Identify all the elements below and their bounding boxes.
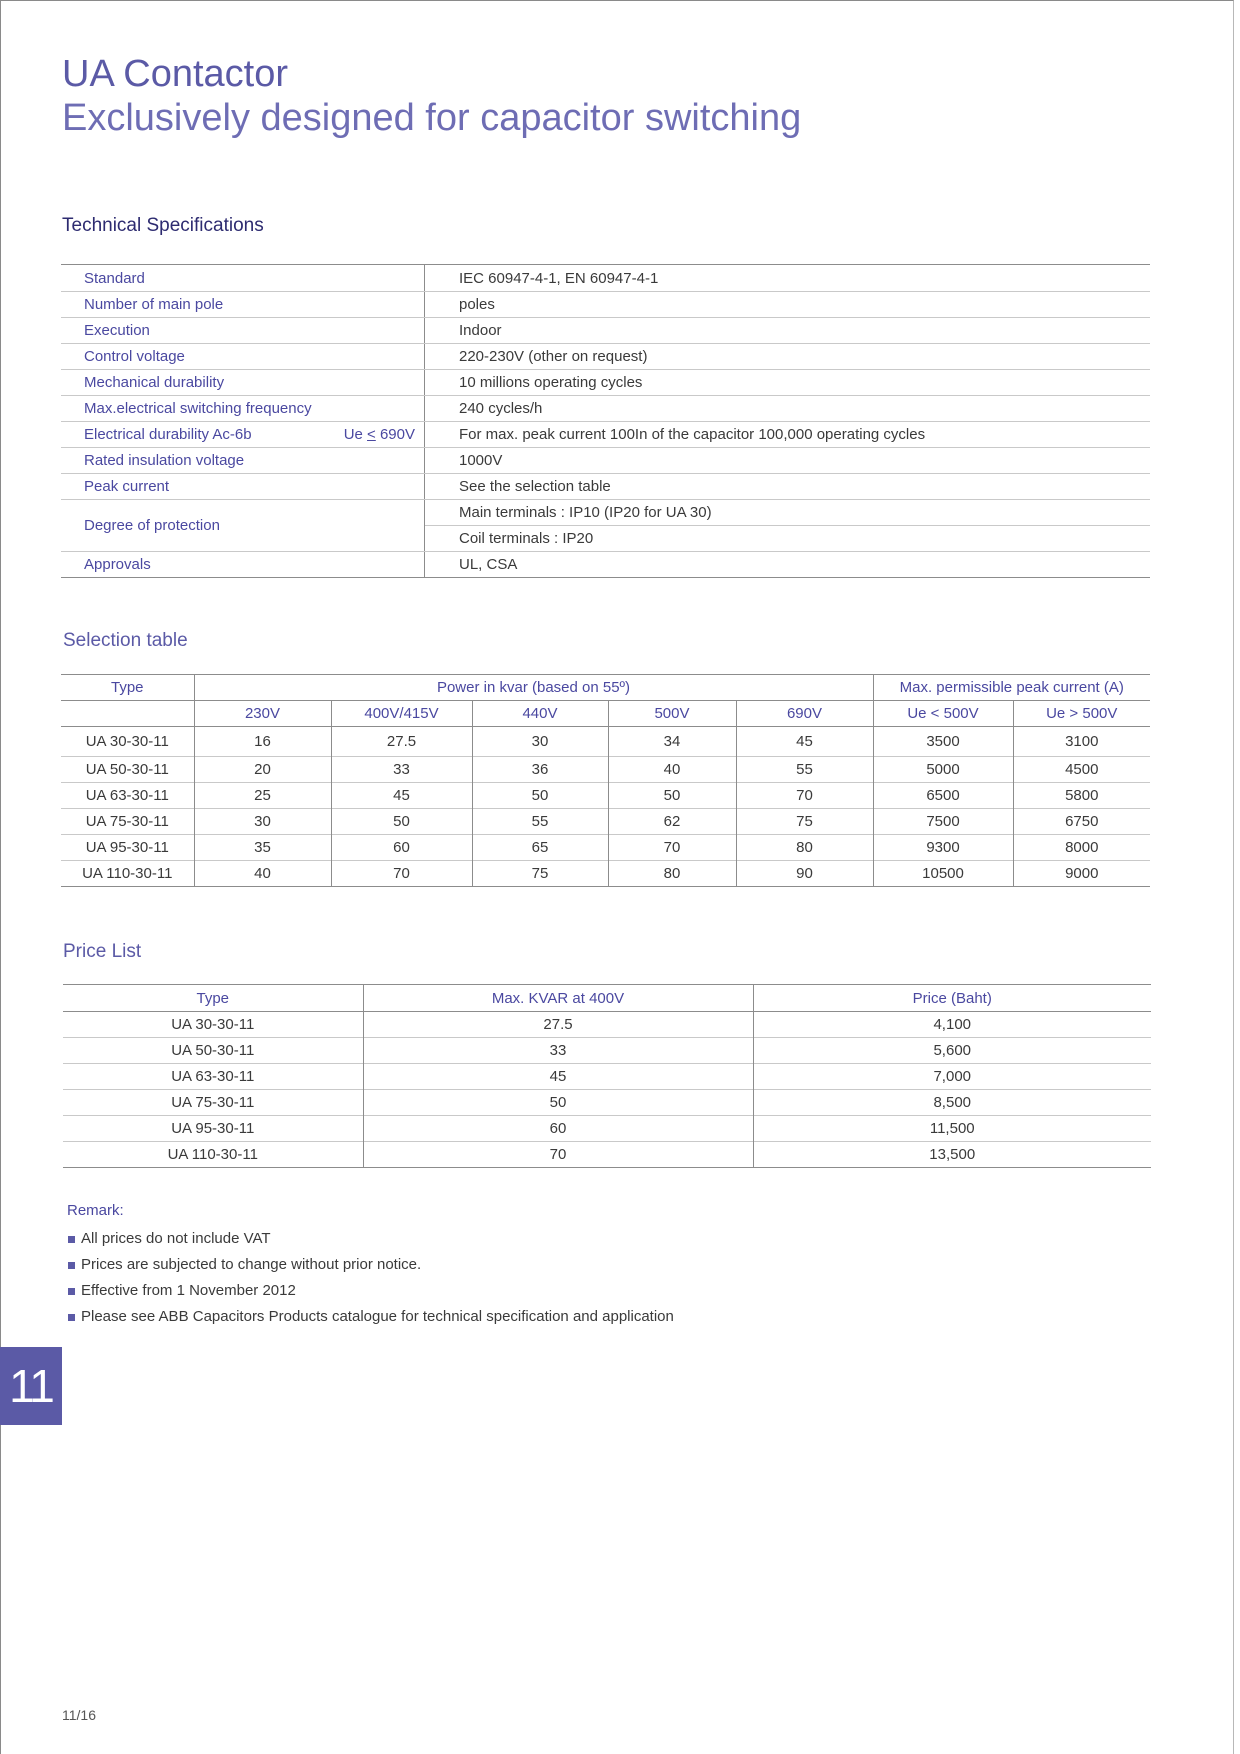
- kvar-cell: 70: [363, 1142, 753, 1168]
- spec-row: [61, 265, 1150, 291]
- table-row: [61, 835, 1150, 861]
- table-cell: 16: [194, 727, 331, 757]
- price-list-heading: Price List: [63, 941, 142, 962]
- table-cell: 20: [194, 757, 331, 783]
- table-cell: 50: [608, 783, 736, 809]
- kvar-cell: 60: [363, 1116, 753, 1142]
- price-cell: 5,600: [753, 1038, 1151, 1064]
- col-header: 500V: [608, 701, 736, 727]
- spec-value: Main terminals : IP10 (IP20 for UA 30): [459, 504, 712, 522]
- spec-row: [61, 291, 1150, 317]
- table-row: [61, 861, 1150, 887]
- remark-item: [68, 1278, 674, 1304]
- page-title: UA Contactor: [62, 53, 288, 95]
- table-cell: 80: [608, 861, 736, 887]
- type-cell: UA 75-30-11: [63, 1090, 363, 1116]
- remark-list: [68, 1226, 674, 1330]
- col-header: 690V: [736, 701, 873, 727]
- square-bullet-icon: [68, 1236, 75, 1243]
- table-cell: 6500: [873, 783, 1013, 809]
- remark-item: [68, 1226, 674, 1252]
- table-cell: 27.5: [331, 727, 472, 757]
- spec-value: 1000V: [459, 452, 503, 469]
- table-row: [63, 1064, 1151, 1090]
- spec-value: Indoor: [459, 322, 502, 339]
- table-cell: 65: [472, 835, 608, 861]
- spec-value: poles: [459, 296, 495, 313]
- col-header: Price (Baht): [753, 985, 1151, 1012]
- table-cell: 55: [472, 809, 608, 835]
- spec-key: Number of main pole: [61, 292, 425, 317]
- square-bullet-icon: [68, 1288, 75, 1295]
- spec-value: See the selection table: [459, 478, 611, 495]
- table-cell: 50: [472, 783, 608, 809]
- col-header-type: Type: [110, 679, 144, 696]
- col-header: Type: [63, 985, 363, 1012]
- table-cell: 80: [736, 835, 873, 861]
- table-cell: 36: [472, 757, 608, 783]
- table-cell: 75: [472, 861, 608, 887]
- page-subtitle: Exclusively designed for capacitor switching: [62, 97, 802, 139]
- spec-key-label: Electrical durability Ac-6b: [84, 426, 252, 443]
- remark-item: [68, 1304, 674, 1330]
- col-header: Ue > 500V: [1013, 701, 1150, 727]
- type-cell: UA 63-30-11: [63, 1064, 363, 1090]
- spec-row: [61, 421, 1150, 447]
- table-cell: 55: [736, 757, 873, 783]
- price-cell: 4,100: [753, 1012, 1151, 1038]
- table-cell: 8000: [1013, 835, 1150, 861]
- table-row: [63, 1142, 1151, 1168]
- col-header: 230V: [194, 701, 331, 727]
- spec-value: For max. peak current 100In of the capacitor 100,000 operating cycles: [459, 426, 926, 443]
- spec-value: Coil terminals : IP20: [425, 525, 1150, 551]
- spec-value: UL, CSA: [459, 556, 518, 573]
- price-cell: 7,000: [753, 1064, 1151, 1090]
- type-cell: UA 95-30-11: [63, 1116, 363, 1142]
- type-cell: UA 75-30-11: [61, 809, 194, 835]
- col-group-power: Power in kvar (based on 55º): [194, 675, 873, 701]
- kvar-cell: 45: [363, 1064, 753, 1090]
- table-cell: 45: [736, 727, 873, 757]
- table-cell: 70: [331, 861, 472, 887]
- table-cell: 9000: [1013, 861, 1150, 887]
- table-cell: 70: [608, 835, 736, 861]
- table-cell: 90: [736, 861, 873, 887]
- kvar-cell: 50: [363, 1090, 753, 1116]
- table-cell: 30: [194, 809, 331, 835]
- spec-row: [61, 551, 1150, 577]
- spec-row: [61, 473, 1150, 499]
- table-row: [63, 1116, 1151, 1142]
- spec-key: Max.electrical switching frequency: [61, 396, 425, 421]
- table-cell: 30: [472, 727, 608, 757]
- price-cell: 11,500: [753, 1116, 1151, 1142]
- spec-row: [61, 499, 1150, 551]
- spec-value: IEC 60947-4-1, EN 60947-4-1: [459, 269, 659, 287]
- table-row: [63, 1012, 1151, 1038]
- remark-title: Remark:: [67, 1202, 124, 1219]
- type-cell: UA 110-30-11: [63, 1142, 363, 1168]
- spec-row: [61, 369, 1150, 395]
- remark-text: Please see ABB Capacitors Products catalogue for technical specification and application: [81, 1308, 674, 1325]
- spec-row: [61, 395, 1150, 421]
- table-cell: 40: [608, 757, 736, 783]
- table-row: [61, 809, 1150, 835]
- note-symbol: <: [367, 426, 376, 443]
- kvar-cell: 33: [363, 1038, 753, 1064]
- spec-key: Standard: [61, 265, 425, 291]
- col-header: Ue < 500V: [873, 701, 1013, 727]
- col-group-peak-current: Max. permissible peak current (A): [873, 675, 1150, 701]
- table-cell: 62: [608, 809, 736, 835]
- price-cell: 8,500: [753, 1090, 1151, 1116]
- spec-key: Peak current: [61, 474, 425, 499]
- table-cell: 5000: [873, 757, 1013, 783]
- table-cell: 34: [608, 727, 736, 757]
- spec-value: 10 millions operating cycles: [459, 374, 643, 391]
- table-cell: 60: [331, 835, 472, 861]
- type-cell: UA 30-30-11: [85, 733, 169, 750]
- remark-text: All prices do not include VAT: [81, 1230, 271, 1247]
- table-cell: 5800: [1013, 783, 1150, 809]
- type-cell: UA 30-30-11: [171, 1016, 255, 1033]
- spec-key-note: [344, 426, 415, 443]
- remark-text: Prices are subjected to change without prior notice.: [81, 1256, 422, 1273]
- type-cell: UA 63-30-11: [61, 783, 194, 809]
- table-cell: 3500: [873, 727, 1013, 757]
- table-cell: 7500: [873, 809, 1013, 835]
- selection-table-heading: Selection table: [63, 630, 188, 651]
- table-cell: 4500: [1013, 757, 1150, 783]
- table-cell: 10500: [873, 861, 1013, 887]
- table-row: [63, 1090, 1151, 1116]
- table-cell: 45: [331, 783, 472, 809]
- table-cell: 9300: [873, 835, 1013, 861]
- type-cell: UA 110-30-11: [61, 861, 194, 887]
- technical-spec-table: [61, 264, 1150, 578]
- spec-key: Control voltage: [61, 344, 425, 369]
- chapter-tab: 11: [0, 1347, 62, 1425]
- table-cell: 3100: [1013, 727, 1150, 757]
- price-cell: 13,500: [753, 1142, 1151, 1168]
- spec-key: Approvals: [61, 552, 425, 577]
- note-prefix: Ue: [343, 426, 368, 443]
- spec-key-with-note: [61, 422, 425, 447]
- col-header: 400V/415V: [331, 701, 472, 727]
- table-row: [61, 727, 1150, 757]
- square-bullet-icon: [68, 1314, 75, 1321]
- table-cell: 25: [194, 783, 331, 809]
- square-bullet-icon: [68, 1262, 75, 1269]
- type-cell: UA 50-30-11: [61, 757, 194, 783]
- spec-key: Execution: [61, 318, 425, 343]
- selection-table: [61, 674, 1150, 887]
- table-row: [63, 1038, 1151, 1064]
- col-header: 440V: [472, 701, 608, 727]
- spec-row: [61, 343, 1150, 369]
- col-header-blank: [61, 701, 194, 727]
- table-cell: 40: [194, 861, 331, 887]
- table-cell: 6750: [1013, 809, 1150, 835]
- spec-value: 220-230V (other on request): [459, 348, 648, 365]
- table-cell: 50: [331, 809, 472, 835]
- page-number: 11/16: [62, 1707, 96, 1723]
- remark-item: [68, 1252, 674, 1278]
- type-cell: UA 95-30-11: [61, 835, 194, 861]
- table-row: [61, 783, 1150, 809]
- table-cell: 35: [194, 835, 331, 861]
- technical-spec-heading: Technical Specifications: [62, 215, 264, 236]
- spec-key: Rated insulation voltage: [61, 448, 425, 473]
- table-cell: 70: [736, 783, 873, 809]
- spec-key: Mechanical durability: [61, 370, 425, 395]
- table-cell: 75: [736, 809, 873, 835]
- note-suffix: 690V: [375, 426, 415, 443]
- spec-row: [61, 317, 1150, 343]
- spec-key: Degree of protection: [61, 500, 425, 551]
- spec-value: 240 cycles/h: [459, 400, 543, 417]
- type-cell: UA 50-30-11: [63, 1038, 363, 1064]
- col-header: Max. KVAR at 400V: [363, 985, 753, 1012]
- table-row: [61, 757, 1150, 783]
- remark-text: Effective from 1 November 2012: [81, 1282, 296, 1299]
- spec-row: [61, 447, 1150, 473]
- kvar-cell: 27.5: [363, 1012, 753, 1038]
- table-cell: 33: [331, 757, 472, 783]
- spec-value-group: [425, 500, 1150, 551]
- price-list-table: [63, 984, 1151, 1168]
